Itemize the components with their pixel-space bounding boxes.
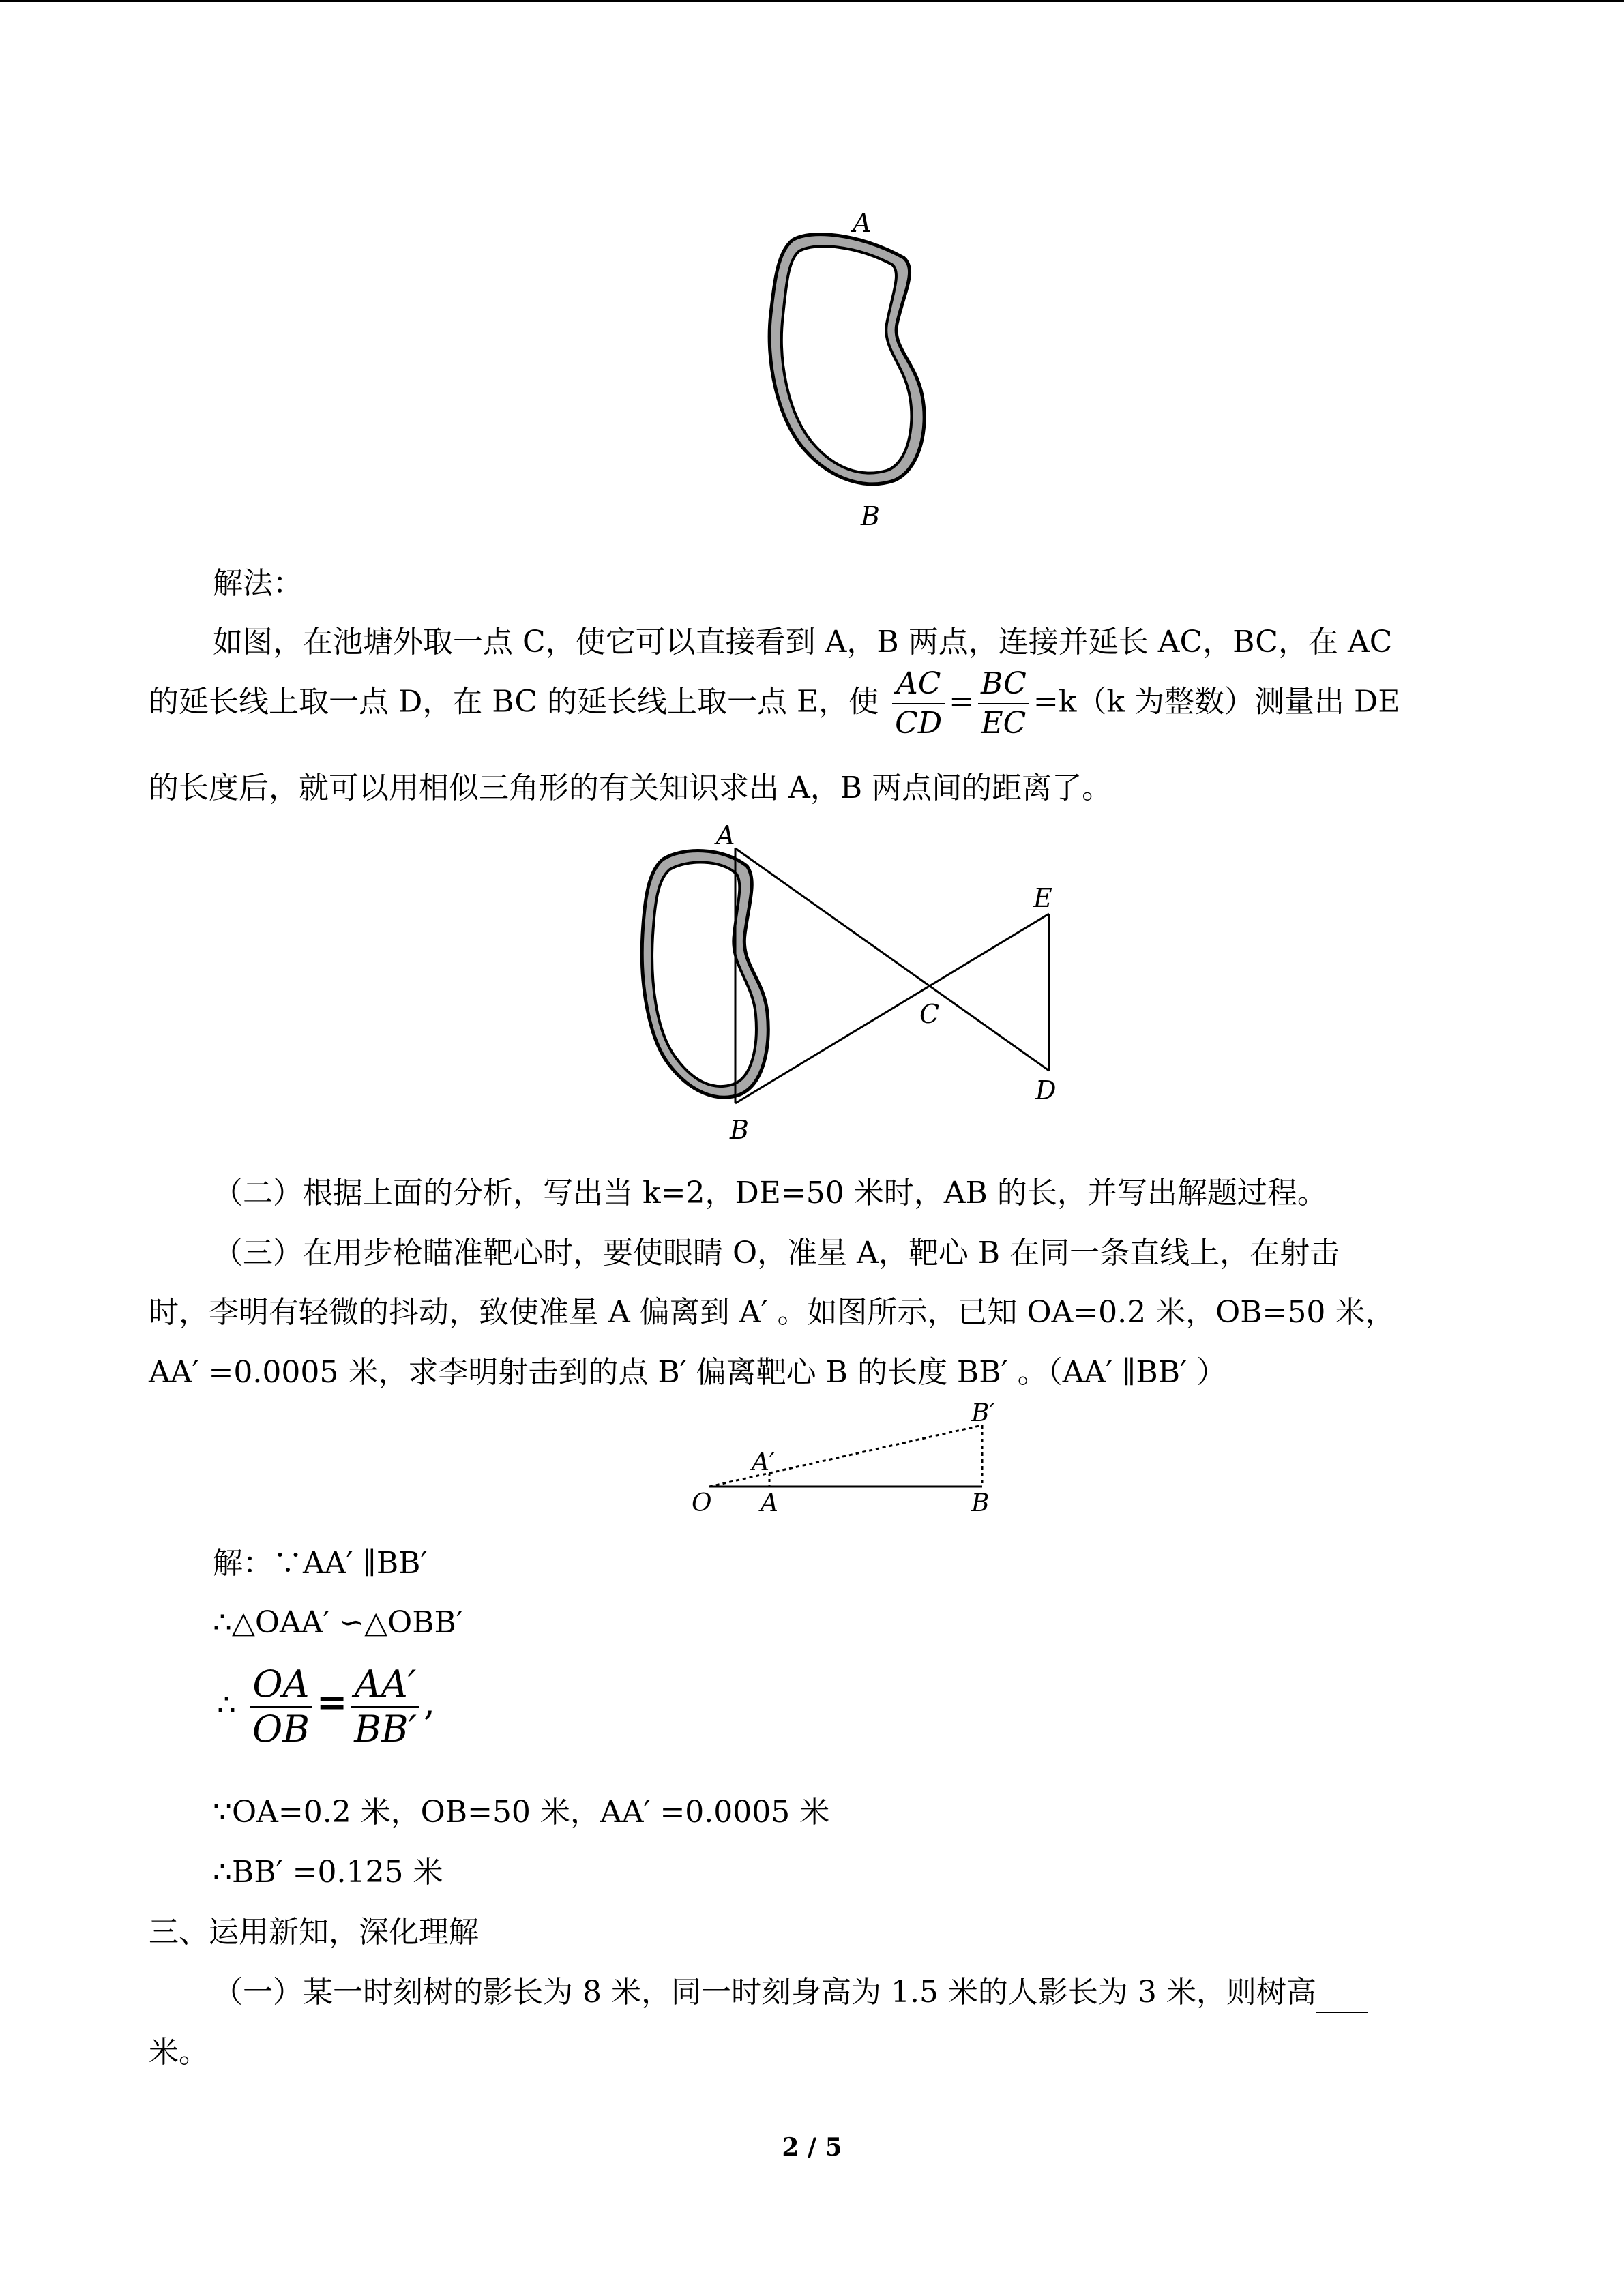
fig1-label-a: A bbox=[853, 208, 872, 238]
fraction-bc-ec bbox=[978, 665, 1029, 743]
segment-b-e bbox=[735, 914, 1049, 1103]
fig1-label-b: B bbox=[861, 501, 880, 531]
method-line-2-post: =k（k 为整数）测量出 DE bbox=[1033, 684, 1400, 719]
similar-triangles-figure bbox=[628, 818, 1078, 1159]
fraction-aa-bb bbox=[351, 1663, 419, 1751]
section-3-heading: 三、运用新知，深化理解 bbox=[149, 1915, 479, 1950]
fig2-label-a: A bbox=[716, 820, 735, 850]
solution-line-4: ∵OA=0.2 米，OB=50 米，AA′ =0.0005 米 bbox=[213, 1795, 830, 1830]
therefore-symbol: ∴ bbox=[217, 1687, 236, 1723]
aiming-figure bbox=[689, 1398, 1009, 1521]
sol-equals-sign: = bbox=[316, 1680, 348, 1724]
fraction-oa-ob bbox=[250, 1663, 312, 1751]
solution-line-2: ∴△OAA′ ∽△OBB′ bbox=[213, 1605, 463, 1640]
question-3-line-3: AA′ =0.0005 米，求李明射击到的点 B′ 偏离靶心 B 的长度 BB′ 。（AA′ ∥BB′ ） bbox=[149, 1355, 1227, 1390]
sol-frac1-denominator: OB bbox=[252, 1708, 310, 1750]
question-3-1-line-2: 米。 bbox=[149, 2035, 209, 2070]
top-border bbox=[0, 0, 1624, 2]
question-2: （二）根据上面的分析，写出当 k=2，DE=50 米时，AB 的长，并写出解题过程。 bbox=[213, 1176, 1327, 1210]
fig2-label-e: E bbox=[1033, 883, 1052, 913]
fig3-label-a-prime: A′ bbox=[752, 1448, 776, 1476]
solution-line-1: 解：∵AA′ ∥BB′ bbox=[213, 1546, 428, 1581]
question-3-line-1: （三）在用步枪瞄准靶心时，要使眼睛 O，准星 A，靶心 B 在同一条直线上，在射击 bbox=[213, 1236, 1340, 1270]
fig2-label-b: B bbox=[730, 1115, 749, 1145]
frac2-denominator: EC bbox=[981, 706, 1027, 741]
sol-comma: , bbox=[423, 1680, 436, 1724]
pond-figure bbox=[750, 205, 941, 539]
frac2-numerator: BC bbox=[978, 665, 1029, 704]
page-number: 2 / 5 bbox=[782, 2133, 842, 2162]
fig2-label-c: C bbox=[919, 999, 940, 1029]
segment-a-d bbox=[735, 848, 1049, 1071]
fig2-label-d: D bbox=[1035, 1075, 1057, 1105]
method-line-1: 如图，在池塘外取一点 C，使它可以直接看到 A，B 两点，连接并延长 AC，BC，在 AC bbox=[213, 625, 1393, 659]
frac1-denominator: CD bbox=[895, 706, 943, 741]
method-line-2 bbox=[149, 665, 1400, 743]
question-3-1-line-1 bbox=[213, 1972, 1368, 2013]
fig3-label-a: A bbox=[761, 1489, 778, 1517]
frac1-numerator: AC bbox=[892, 665, 945, 704]
question-3-line-2: 时，李明有轻微的抖动，致使准星 A 偏离到 A′ 。如图所示，已知 OA=0.2 米，OB=50 米， bbox=[149, 1295, 1396, 1330]
sol-frac2-denominator: BB′ bbox=[354, 1708, 417, 1750]
question-3-1-text: （一）某一时刻树的影长为 8 米，同一时刻身高为 1.5 米的人影长为 3 米，则树高 bbox=[213, 1975, 1316, 2010]
sol-frac1-numerator: OA bbox=[250, 1663, 312, 1708]
fig3-label-b: B bbox=[971, 1489, 990, 1517]
dotted-ob-prime bbox=[709, 1425, 982, 1487]
method-line-2-pre: 的延长线上取一点 D，在 BC 的延长线上取一点 E，使 bbox=[149, 684, 879, 719]
fig3-label-o: O bbox=[692, 1489, 712, 1517]
solution-line-3 bbox=[217, 1663, 435, 1751]
sol-frac2-numerator: AA′ bbox=[351, 1663, 419, 1708]
method-heading: 解法： bbox=[213, 566, 303, 601]
fraction-ac-cd bbox=[892, 665, 945, 743]
fig3-label-b-prime: B′ bbox=[971, 1399, 995, 1427]
equals-sign: = bbox=[949, 684, 974, 719]
answer-blank[interactable] bbox=[1316, 1979, 1368, 2013]
solution-line-5: ∴BB′ =0.125 米 bbox=[213, 1855, 443, 1890]
method-line-3: 的长度后，就可以用相似三角形的有关知识求出 A，B 两点间的距离了。 bbox=[149, 771, 1112, 805]
